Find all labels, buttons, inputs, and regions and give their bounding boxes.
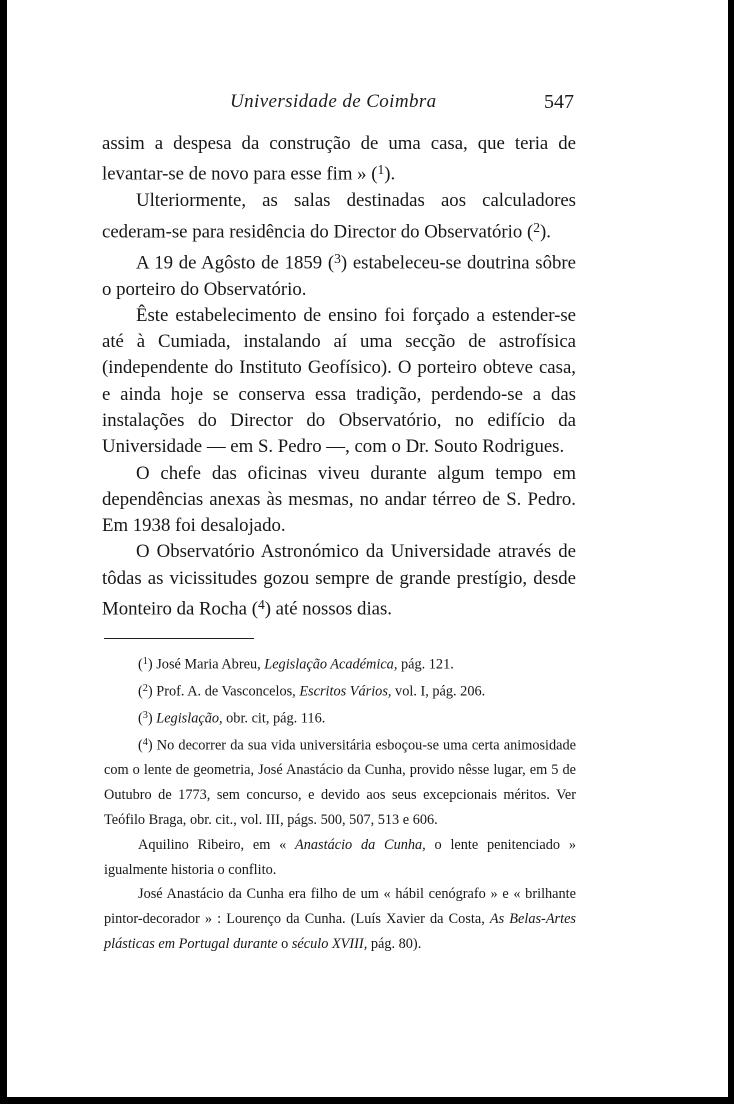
text-segment: ( — [138, 737, 143, 754]
note-ref-number: 3 — [334, 250, 341, 266]
text-segment: ). — [384, 163, 396, 185]
scan-border-left — [0, 0, 7, 1104]
page-number: 547 — [544, 91, 574, 113]
italic-text: século XVIII, — [291, 936, 368, 953]
footnote — [104, 704, 576, 731]
text-segment: pág. 121. — [397, 656, 454, 673]
scan-border-right — [728, 0, 734, 1104]
text-segment: ) No decorrer da sua vida universitária esboçou-se uma certa animosidade com o lente de geometria, José Anastácio da Cunha, provido nêsse lugar, em 5 de Outubro de 1773, sem concurso, e devido aos seus excepcionais méritos. Ver Teófilo Braga, obr. cit., vol. III, págs. 500, 507, 513 e 606. — [104, 737, 576, 829]
paragraph — [102, 131, 576, 188]
paragraph — [102, 246, 576, 303]
italic-text: Legislação Académica, — [264, 656, 398, 673]
italic-text: Legislação, — [156, 710, 223, 727]
note-ref-number: 4 — [142, 737, 148, 749]
text-segment: O chefe das oficinas viveu durante algum tempo em dependências anexas às mesmas, no andar térreo de S. Pedro. Em 1938 foi desalojado. — [102, 462, 576, 537]
text-segment: ). — [540, 221, 551, 243]
text-segment: vol. I, pág. 206. — [391, 683, 486, 700]
footnote — [104, 882, 576, 956]
text-segment: Aquilino Ribeiro, em « — [138, 836, 296, 853]
body-text — [102, 131, 576, 623]
note-ref-number: 1 — [377, 162, 385, 178]
text-segment: A 19 de Agôsto de 1859 ( — [136, 252, 335, 274]
text-segment: obr. cit, pág. 116. — [222, 710, 326, 727]
paragraph — [102, 539, 576, 623]
text-segment: Êste estabelecimento de ensino foi forçado a estender-se até à Cumiada, instalando aí uma secção de astrofísica (independente do Instituto Geofísico). O porteiro obteve casa, e ainda hoje se conserva essa tradição, perdendo-se a das instalações do Director do Observatório, no edifício da Universidade — em S. Pedro —, com o Dr. Souto Rodrigues. — [102, 304, 576, 458]
text-segment: ) — [147, 710, 157, 727]
text-segment: ) estabeleceu-se doutrina sôbre o porteiro do Observatório. — [102, 252, 576, 300]
note-ref-number: 4 — [257, 597, 265, 613]
note-ref-number: 1 — [142, 656, 148, 667]
paragraph — [102, 188, 576, 245]
note-ref-number: 3 — [142, 710, 148, 722]
text-segment: ) Prof. A. de Vasconcelos, — [147, 683, 300, 700]
italic-text: Escritos Vários, — [299, 683, 392, 700]
text-segment: ) até nossos dias. — [264, 598, 392, 620]
text-segment: O Observatório Astronómico da Universidade através de tôdas as vicissitudes gozou sempre de grande prestígio, desde Monteiro da Rocha ( — [102, 541, 576, 620]
page-header — [102, 88, 572, 122]
running-head: Universidade de Coimbra — [230, 91, 437, 112]
text-segment: pág. 80). — [367, 936, 422, 953]
text-segment: ( — [138, 656, 143, 673]
footnotes — [104, 650, 576, 957]
text-segment: ) José Maria Abreu, — [147, 656, 265, 673]
text-segment: assim a despesa da construção de uma casa, que teria de levantar-se de novo para esse fim » ( — [102, 133, 576, 185]
text-segment: ( — [138, 710, 143, 727]
note-ref-number: 2 — [533, 219, 541, 235]
footnote — [104, 650, 576, 677]
text-segment: o lente penitenciado » igualmente historia o conflito. — [104, 836, 576, 878]
paragraph — [102, 303, 576, 461]
footnote-separator — [104, 638, 254, 639]
paragraph — [102, 461, 576, 540]
italic-text: As Belas-Artes plásticas em Portugal durante — [104, 911, 576, 953]
text-segment: o — [277, 936, 292, 953]
footnote — [104, 677, 576, 704]
footnote — [104, 833, 576, 883]
scan-border-bottom — [0, 1097, 734, 1104]
footnote — [104, 731, 576, 833]
text-segment: José Anastácio da Cunha era filho de um « hábil cenógrafo » e « brilhante pintor-decorador » : Lourenço da Cunha. (Luís Xavier da Costa, — [104, 886, 576, 928]
note-ref-number: 2 — [142, 683, 148, 695]
text-segment: Ulteriormente, as salas destinadas aos calculadores cederam-se para residência do Director do Observatório ( — [102, 190, 576, 243]
text-segment: ( — [138, 683, 143, 700]
italic-text: Anastácio da Cunha, — [295, 836, 426, 853]
